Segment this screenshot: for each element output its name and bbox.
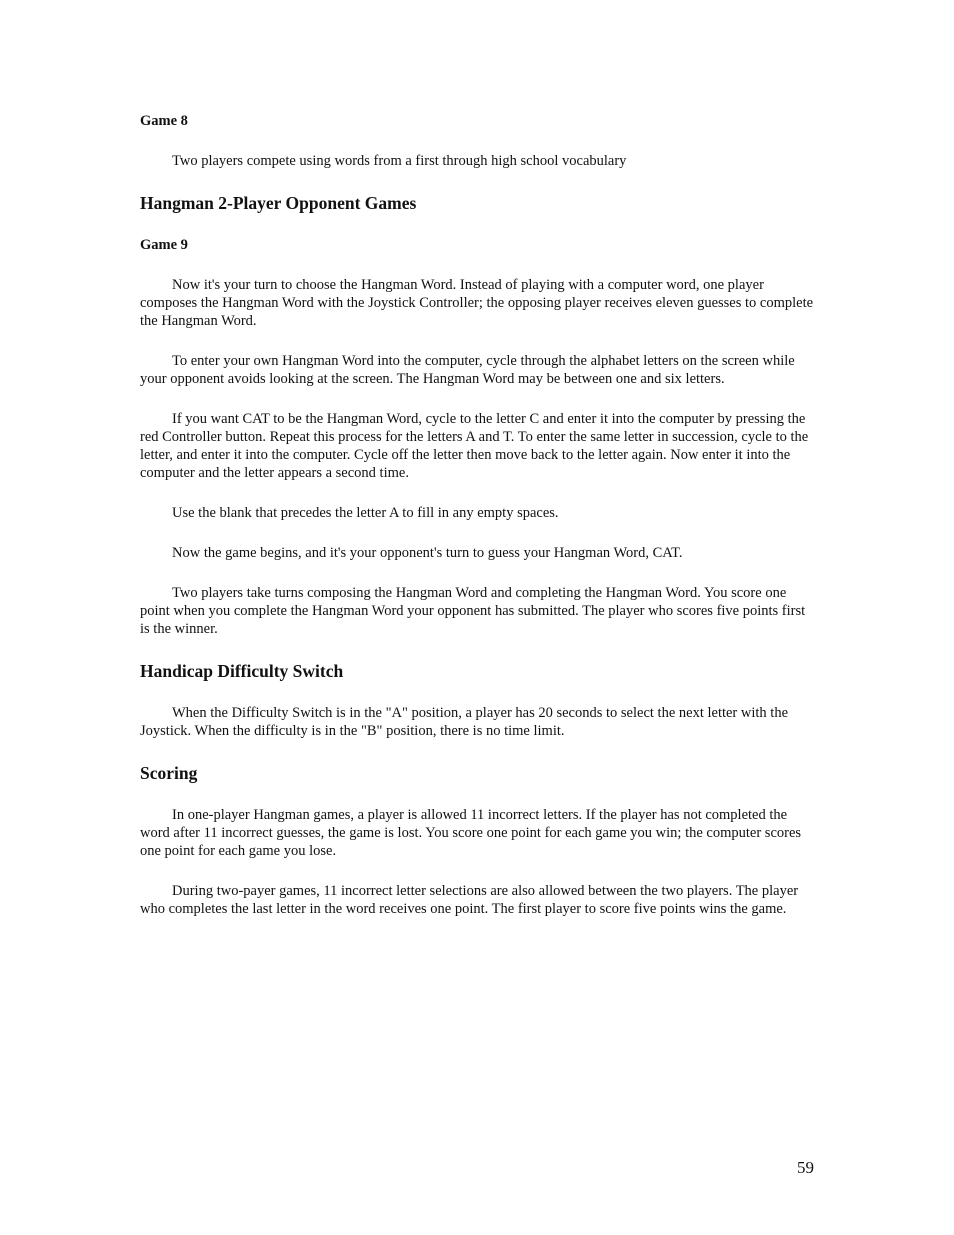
- scoring-paragraph-2: During two-payer games, 11 incorrect letter selections are also allowed between the two players. The player who completes the last letter in the word receives one point. The first player to score five points wins the game.: [140, 883, 799, 917]
- scoring-paragraph-1: In one-player Hangman games, a player is allowed 11 incorrect letters. If the player has not completed the word after 11 incorrect guesses, the game is lost. You score one point for each game you win; the computer scores one point for each game you lose.: [140, 807, 802, 859]
- game9-title: Game 9: [140, 237, 188, 253]
- scoring-heading: Scoring: [140, 763, 198, 783]
- game8-title: Game 8: [140, 113, 188, 129]
- page-body: [140, 112, 816, 918]
- opponent-games-heading: Hangman 2-Player Opponent Games: [140, 193, 417, 213]
- handicap-paragraph: When the Difficulty Switch is in the "A" position, a player has 20 seconds to select the next letter with the Joystick. When the difficulty is in the "B" position, there is no time limit.: [140, 705, 789, 739]
- game8-paragraph: Two players compete using words from a first through high school vocabulary: [172, 153, 627, 169]
- page-number: 59: [797, 1158, 814, 1177]
- game9-paragraph-3: If you want CAT to be the Hangman Word, cycle to the letter C and enter it into the computer by pressing the red Controller button. Repeat this process for the letters A and T. To enter the same letter in succession, cycle to the letter, and enter it into the computer. Cycle off the letter then move back to the letter again. Now enter it into the computer and the letter appears a second time.: [140, 411, 809, 481]
- game9-paragraph-2: To enter your own Hangman Word into the computer, cycle through the alphabet letters on the screen while your opponent avoids looking at the screen. The Hangman Word may be between one and six letters.: [140, 353, 795, 387]
- handicap-heading: Handicap Difficulty Switch: [140, 661, 344, 681]
- game9-paragraph-1: Now it's your turn to choose the Hangman Word. Instead of playing with a computer word, one player composes the Hangman Word with the Joystick Controller; the opposing player receives eleven guesses to complete the Hangman Word.: [140, 277, 814, 329]
- game9-paragraph-6: Two players take turns composing the Hangman Word and completing the Hangman Word. You score one point when you complete the Hangman Word your opponent has submitted. The player who scores five points first is the winner.: [140, 585, 806, 637]
- game9-paragraph-4: Use the blank that precedes the letter A to fill in any empty spaces.: [172, 505, 559, 521]
- game9-paragraph-5: Now the game begins, and it's your opponent's turn to guess your Hangman Word, CAT.: [172, 545, 683, 561]
